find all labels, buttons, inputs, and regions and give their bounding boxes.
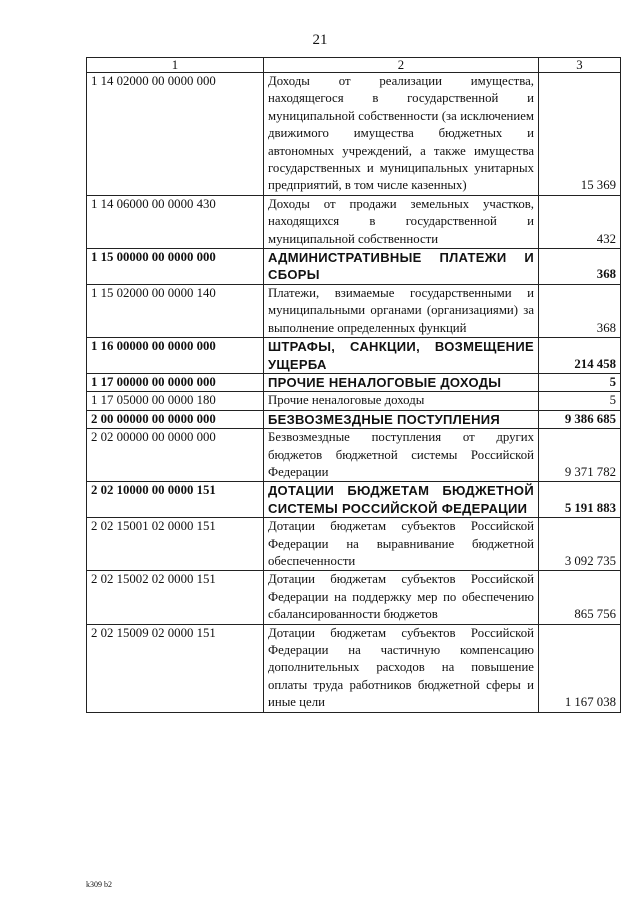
code-cell: 2 02 15009 02 0000 151 [87, 624, 264, 712]
description-cell: АДМИНИСТРАТИВНЫЕ ПЛАТЕЖИ И СБОРЫ [264, 249, 539, 285]
value-cell: 865 756 [539, 571, 621, 624]
value-cell: 432 [539, 195, 621, 248]
description-cell: ШТРАФЫ, САНКЦИИ, ВОЗМЕЩЕНИЕ УЩЕРБА [264, 338, 539, 374]
code-cell: 1 14 02000 00 0000 000 [87, 73, 264, 196]
table-header-row [87, 58, 621, 73]
table-row [87, 429, 621, 482]
value-cell: 3 092 735 [539, 518, 621, 571]
description-cell: Платежи, взимаемые государственными и муниципальными органами (организациями) за выполнение определенных функций [264, 284, 539, 337]
code-cell: 2 02 00000 00 0000 000 [87, 429, 264, 482]
description-cell: Дотации бюджетам субъектов Российской Федерации на выравнивание бюджетной обеспеченности [264, 518, 539, 571]
code-cell: 1 17 00000 00 0000 000 [87, 373, 264, 391]
code-cell: 1 15 00000 00 0000 000 [87, 249, 264, 285]
table-row [87, 338, 621, 374]
description-cell: Дотации бюджетам субъектов Российской Федерации на частичную компенсацию дополнительных расходов на повышение оплаты труда работников бюджетной сферы и иные цели [264, 624, 539, 712]
table-row [87, 410, 621, 428]
description-cell: Прочие неналоговые доходы [264, 392, 539, 410]
revenue-table [86, 57, 621, 713]
table-row [87, 482, 621, 518]
description-cell: БЕЗВОЗМЕЗДНЫЕ ПОСТУПЛЕНИЯ [264, 410, 539, 428]
code-cell: 1 16 00000 00 0000 000 [87, 338, 264, 374]
table-row [87, 392, 621, 410]
header-col-2: 2 [264, 58, 539, 73]
code-cell: 1 15 02000 00 0000 140 [87, 284, 264, 337]
value-cell: 368 [539, 249, 621, 285]
description-cell: Доходы от реализации имущества, находящегося в государственной и муниципальной собственности (за исключением движимого имущества бюджетных и автономных учреждений, а также имущества государственных и муниципальных унитарных предприятий, в том числе казенных) [264, 73, 539, 196]
value-cell: 1 167 038 [539, 624, 621, 712]
table-row [87, 249, 621, 285]
footer-mark: k309 b2 [86, 880, 112, 889]
code-cell: 2 02 15002 02 0000 151 [87, 571, 264, 624]
description-cell: Дотации бюджетам субъектов Российской Федерации на поддержку мер по обеспечению сбалансированности бюджетов [264, 571, 539, 624]
table-row [87, 518, 621, 571]
value-cell: 214 458 [539, 338, 621, 374]
code-cell: 1 14 06000 00 0000 430 [87, 195, 264, 248]
code-cell: 2 02 10000 00 0000 151 [87, 482, 264, 518]
code-cell: 2 00 00000 00 0000 000 [87, 410, 264, 428]
value-cell: 9 371 782 [539, 429, 621, 482]
value-cell: 5 191 883 [539, 482, 621, 518]
description-cell: ДОТАЦИИ БЮДЖЕТАМ БЮДЖЕТНОЙ СИСТЕМЫ РОССИЙСКОЙ ФЕДЕРАЦИИ [264, 482, 539, 518]
table-row [87, 571, 621, 624]
value-cell: 15 369 [539, 73, 621, 196]
header-col-1: 1 [87, 58, 264, 73]
page-number: 21 [312, 32, 328, 48]
header-col-3: 3 [539, 58, 621, 73]
value-cell: 5 [539, 392, 621, 410]
table-row [87, 73, 621, 196]
table-row [87, 624, 621, 712]
code-cell: 1 17 05000 00 0000 180 [87, 392, 264, 410]
description-cell: Доходы от продажи земельных участков, находящихся в государственной и муниципальной собственности [264, 195, 539, 248]
value-cell: 5 [539, 373, 621, 391]
description-cell: ПРОЧИЕ НЕНАЛОГОВЫЕ ДОХОДЫ [264, 373, 539, 391]
code-cell: 2 02 15001 02 0000 151 [87, 518, 264, 571]
table-row [87, 284, 621, 337]
description-cell: Безвозмездные поступления от других бюджетов бюджетной системы Российской Федерации [264, 429, 539, 482]
value-cell: 368 [539, 284, 621, 337]
table-row [87, 373, 621, 391]
value-cell: 9 386 685 [539, 410, 621, 428]
table-row [87, 195, 621, 248]
